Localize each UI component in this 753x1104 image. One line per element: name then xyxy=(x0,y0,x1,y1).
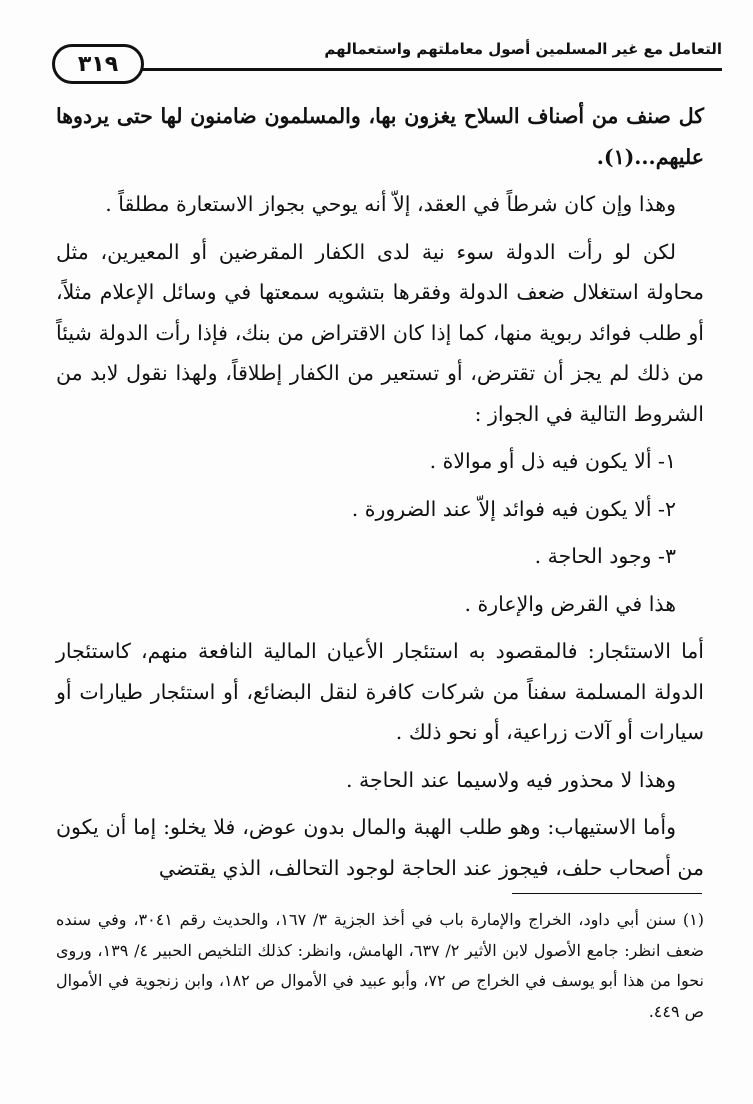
page-number: ٣١٩ xyxy=(52,44,144,84)
paragraph-loan-summary: هذا في القرض والإعارة . xyxy=(464,591,676,616)
paragraph-borrowing-condition: وهذا وإن كان شرطاً في العقد، إلاّ أنه يوحي بجواز الاستعارة مطلقاً . xyxy=(105,192,676,216)
paragraph-gift-request: وأما الاستيهاب: وهو طلب الهبة والمال بدون عوض، فلا يخلو: إما أن يكون من أصحاب حلف، فيجوز عند الحاجة لوجود التحالف، الذي يقتضي xyxy=(56,815,704,880)
condition-item: ٣- وجود الحاجة . xyxy=(534,544,676,568)
footnote-separator xyxy=(512,893,702,894)
continuation-paragraph: كل صنف من أصناف السلاح يغزون بها، والمسلمون ضامنون لها حتى يردوها عليهم...(١). xyxy=(56,104,704,169)
running-title: التعامل مع غير المسلمين أصول معاملتهم واستعمالهم xyxy=(324,40,722,58)
footnote: (١) سنن أبي داود، الخراج والإمارة باب في أخذ الجزية ٣/ ١٦٧، والحديث رقم ٣٠٤١، وفي سنده ضعف انظر: جامع الأصول لابن الأثير ٢/ ٦٣٧، الهامش، وانظر: كذلك التلخيص الحبير ٤/ ١٣٩، وروى نحوا من هذا أبو يوسف في الخراج ص ٧٢، وأبو عبيد في الأموال ص ١٨٢، وابن زنجوية في الأموال ص ٤٤٩. xyxy=(56,910,705,1021)
condition-item: ١- ألا يكون فيه ذل أو موالاة . xyxy=(429,449,676,473)
paragraph-leasing-ruling: وهذا لا محذور فيه ولاسيما عند الحاجة . xyxy=(345,767,676,792)
paragraph-leasing: أما الاستئجار: فالمقصود به استئجار الأعيان المالية النافعة منهم، كاستئجار الدولة المسلمة سفناً من شركات كافرة لنقل البضائع، أو استئجار طيارات أو سيارات أو آلات زراعية، أو نحو ذلك . xyxy=(56,639,704,744)
paragraph-loan-conditions: لكن لو رأت الدولة سوء نية لدى الكفار المقرضين أو المعيرين، مثل محاولة استغلال ضعف الدولة وفقرها بتشويه سمعتها في وسائل الإعلام مثلاً، أو طلب فوائد ربوية منها، كما إذا كان الاقتراض من بنك، فإذا رأت الدولة شيئاً من ذلك لم يجز أن تقترض، أو تستعير من الكفار إطلاقاً، ولهذا نقول لابد من الشروط التالية في الجواز : xyxy=(56,239,704,426)
condition-item: ٢- ألا يكون فيه فوائد إلاّ عند الضرورة . xyxy=(351,496,676,521)
running-header xyxy=(52,40,722,84)
main-text xyxy=(56,96,704,895)
header-rule xyxy=(122,68,722,71)
